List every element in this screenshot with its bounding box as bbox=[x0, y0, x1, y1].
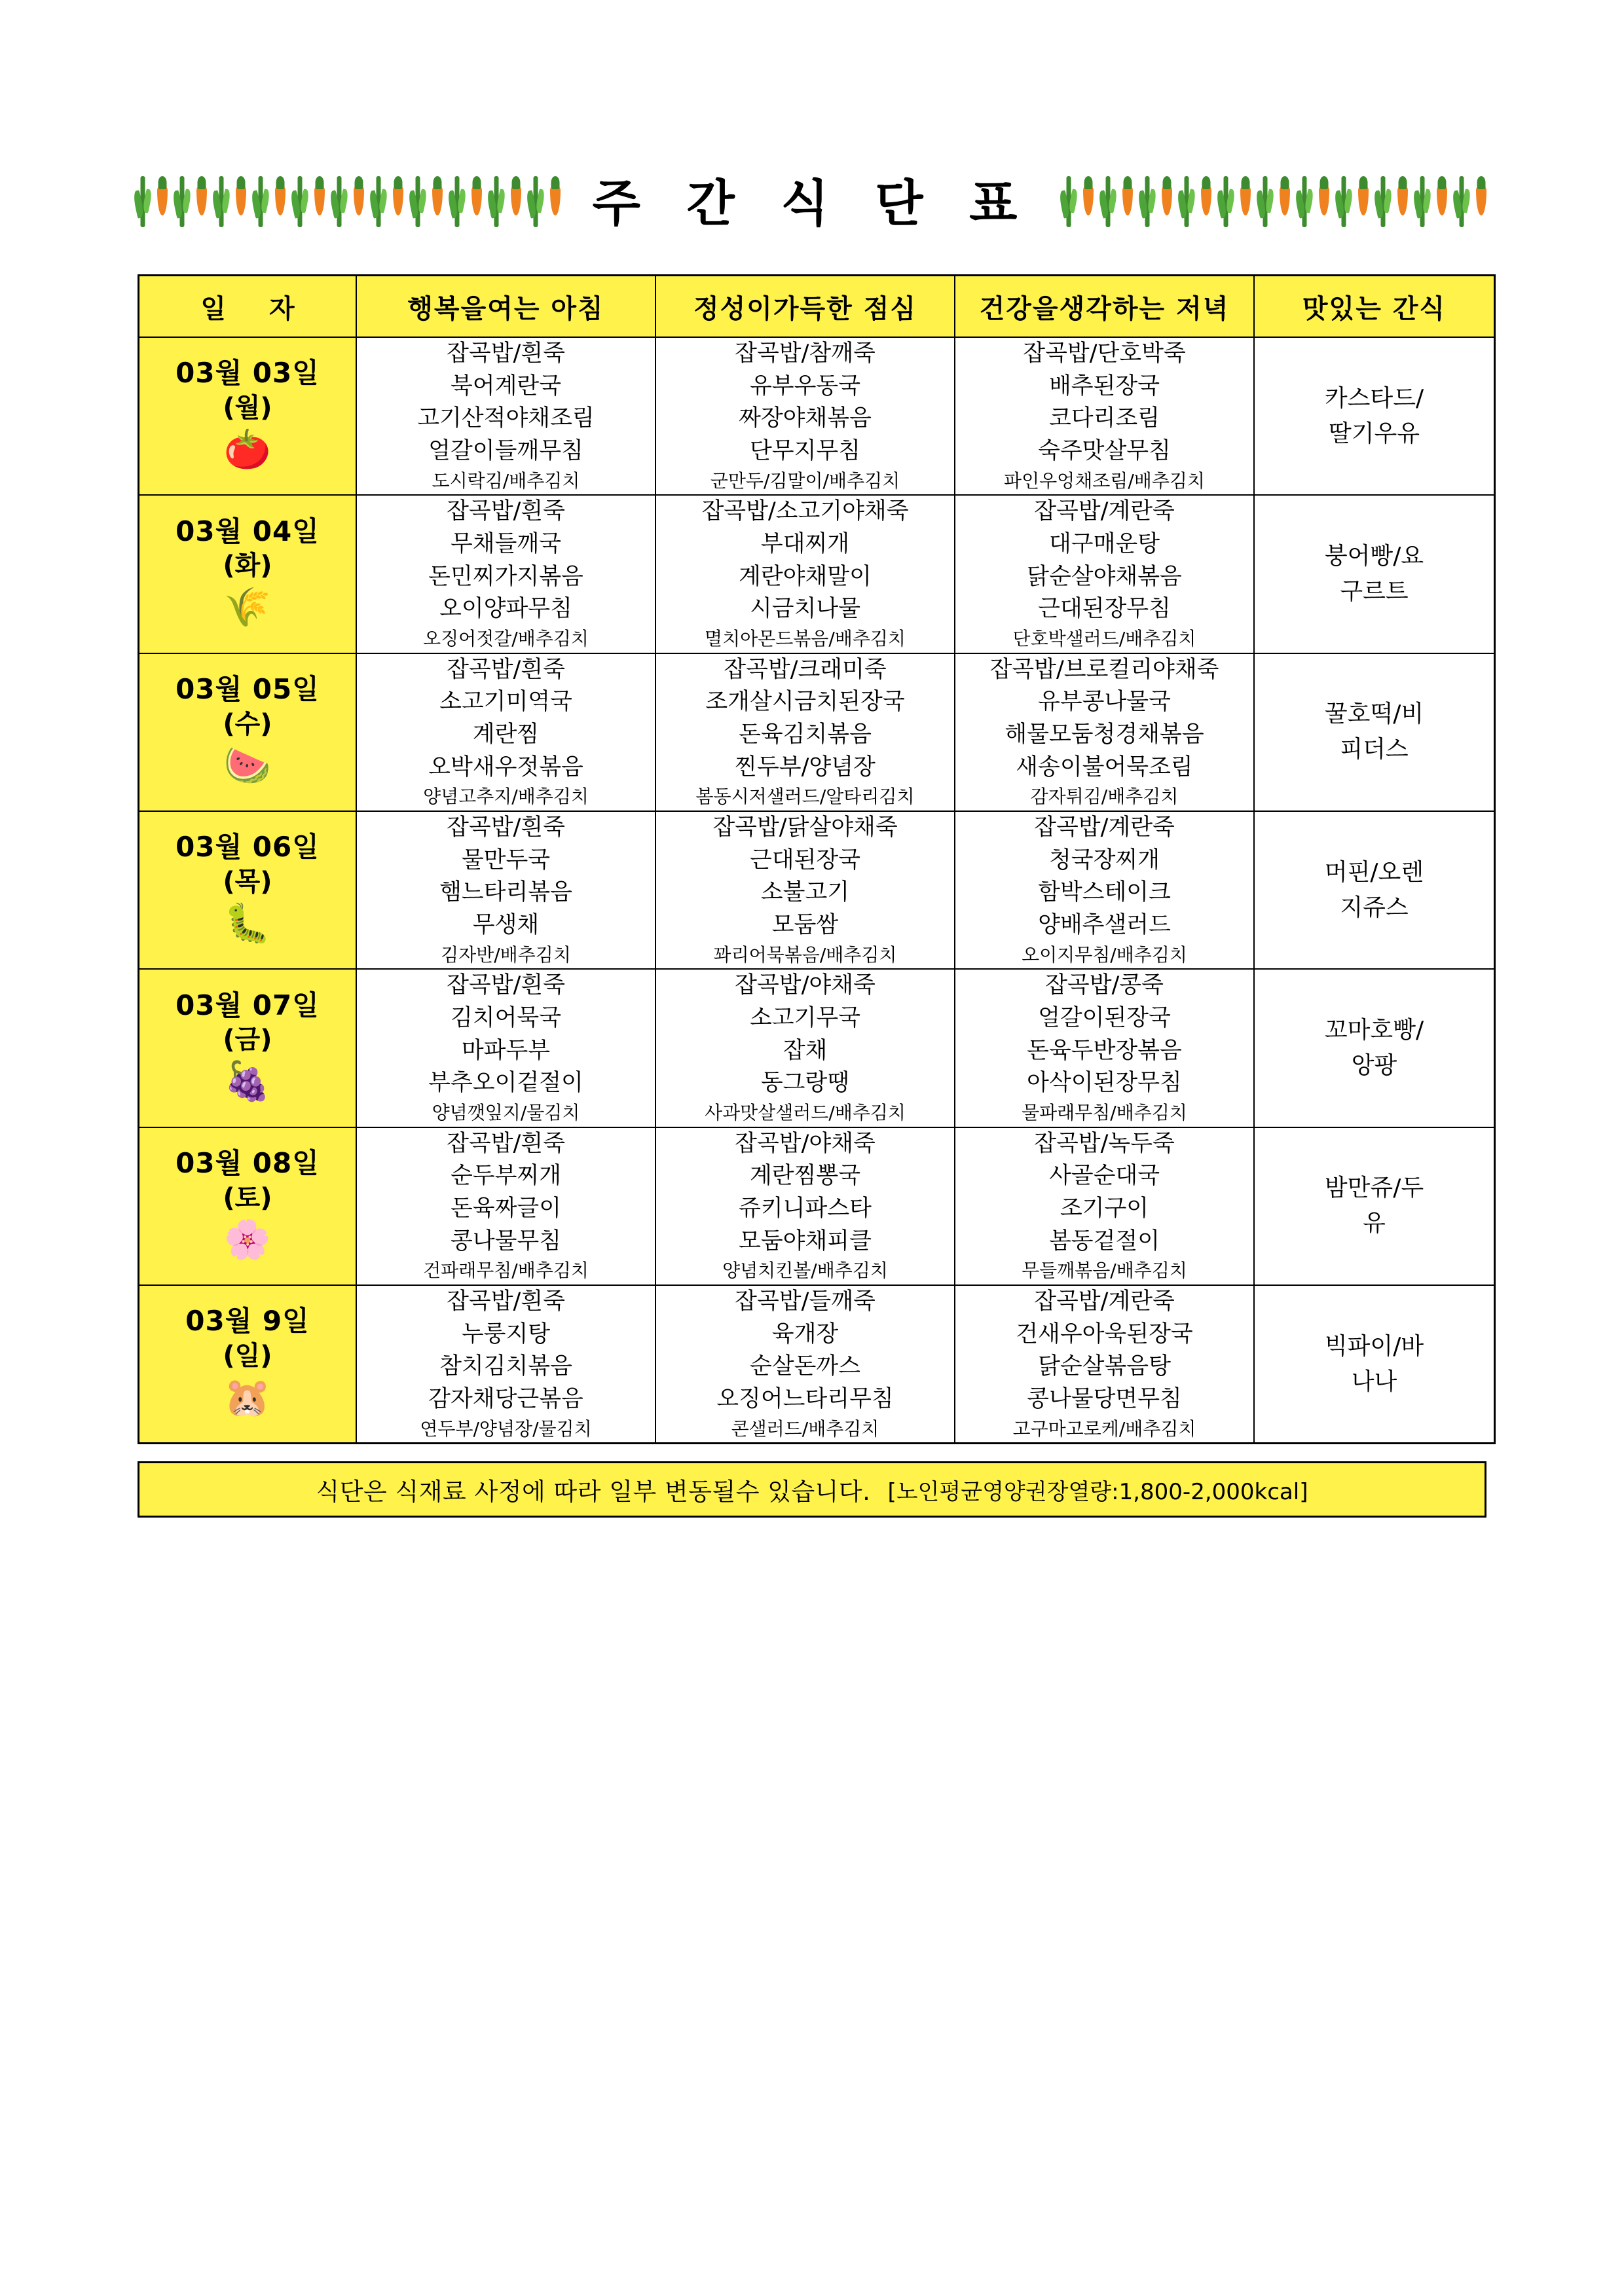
menu-item: 부대찌개 bbox=[760, 531, 850, 558]
menu-side-item: 양념고추지/배추김치 bbox=[423, 786, 589, 808]
menu-item: 돈육두반장볶음 bbox=[1027, 1037, 1182, 1064]
column-header-snack: 맛있는 간식 bbox=[1254, 276, 1495, 338]
menu-item: 단무지무침 bbox=[749, 438, 861, 465]
menu-item: 계란야채말이 bbox=[739, 563, 872, 590]
date-text: 03월 9일 bbox=[185, 1305, 310, 1338]
date-text: 03월 08일 bbox=[175, 1147, 320, 1180]
menu-item: 조개살시금치된장국 bbox=[705, 689, 905, 716]
leaf-icon bbox=[527, 175, 544, 227]
menu-item: 돈육짜글이 bbox=[450, 1195, 562, 1222]
menu-side-item: 도시락김/배추김치 bbox=[432, 469, 580, 492]
menu-item: 동그랑땡 bbox=[760, 1070, 850, 1097]
table-row bbox=[139, 811, 1495, 969]
carrot-icon bbox=[311, 175, 328, 227]
menu-item: 잡곡밥/단호박죽 bbox=[1023, 340, 1186, 367]
menu-side-item: 김자반/배추김치 bbox=[441, 943, 571, 966]
menu-side-item: 군만두/김말이/배추김치 bbox=[710, 469, 900, 492]
carrot-icon bbox=[232, 175, 249, 227]
table-body bbox=[139, 337, 1495, 1444]
carrot-icon bbox=[350, 175, 367, 227]
snack-item: 머핀/오렌 bbox=[1324, 858, 1424, 886]
menu-item: 아삭이된장무침 bbox=[1027, 1070, 1182, 1097]
menu-item: 근대된장무침 bbox=[1038, 596, 1171, 623]
carrot-icon bbox=[1119, 175, 1136, 227]
carrot-icon bbox=[1198, 175, 1215, 227]
carrot-icon bbox=[272, 175, 289, 227]
menu-item: 모둠쌈 bbox=[771, 912, 839, 939]
menu-item: 잡곡밥/계란죽 bbox=[1034, 1288, 1175, 1315]
breakfast-cell bbox=[356, 495, 655, 653]
carrot-icon bbox=[154, 175, 171, 227]
snack-item: 구르트 bbox=[1340, 578, 1409, 606]
menu-item: 고기산적야채조림 bbox=[417, 405, 595, 432]
date-cell bbox=[139, 969, 357, 1127]
table-row bbox=[139, 1285, 1495, 1444]
leaf-icon bbox=[252, 175, 269, 227]
menu-item: 잡곡밥/흰죽 bbox=[447, 1288, 565, 1315]
menu-side-item: 물파래무침/배추김치 bbox=[1022, 1102, 1187, 1124]
menu-item: 잡채 bbox=[783, 1037, 828, 1064]
date-text: 03월 07일 bbox=[175, 989, 320, 1021]
leaf-icon bbox=[1257, 175, 1274, 227]
page-header bbox=[138, 164, 1486, 235]
dinner-cell bbox=[955, 1127, 1254, 1285]
carrot-icon bbox=[1316, 175, 1333, 227]
menu-item: 잡곡밥/흰죽 bbox=[447, 972, 565, 999]
lunch-cell bbox=[655, 1285, 955, 1444]
snack-item: 딸기우유 bbox=[1328, 420, 1420, 447]
vegetable-border-left-icon bbox=[134, 172, 564, 227]
menu-item: 소고기미역국 bbox=[439, 689, 572, 716]
date-text: 03월 04일 bbox=[175, 515, 320, 547]
leaf-icon bbox=[1335, 175, 1352, 227]
menu-side-item: 연두부/양념장/물김치 bbox=[420, 1417, 592, 1440]
menu-side-item: 단호박샐러드/배추김치 bbox=[1012, 628, 1196, 650]
menu-item: 돈민찌가지볶음 bbox=[428, 563, 583, 590]
leaf-icon bbox=[370, 175, 387, 227]
menu-item: 순두부찌개 bbox=[450, 1163, 562, 1190]
menu-item: 새송이불어묵조림 bbox=[1016, 754, 1193, 780]
lunch-cell bbox=[655, 337, 955, 495]
menu-item: 쥬키니파스타 bbox=[739, 1195, 872, 1222]
day-of-week-text: (화) bbox=[223, 551, 272, 581]
leaf-icon bbox=[1099, 175, 1116, 227]
day-of-week-text: (월) bbox=[223, 392, 272, 423]
menu-item: 봄동겉절이 bbox=[1048, 1228, 1160, 1254]
date-cell bbox=[139, 495, 357, 653]
menu-item: 시금치나물 bbox=[749, 596, 861, 623]
snack-item: 꼬마호빵/ bbox=[1324, 1017, 1424, 1044]
snack-cell bbox=[1254, 495, 1495, 653]
menu-item: 조기구이 bbox=[1060, 1195, 1149, 1222]
menu-item: 소불고기 bbox=[760, 879, 850, 906]
dinner-cell bbox=[955, 337, 1254, 495]
day-of-week-text: (토) bbox=[223, 1182, 272, 1213]
menu-item: 배추된장국 bbox=[1048, 373, 1160, 399]
menu-item: 잡곡밥/크래미죽 bbox=[724, 656, 887, 683]
menu-item: 건새우아욱된장국 bbox=[1016, 1321, 1193, 1347]
date-text: 03월 06일 bbox=[175, 831, 320, 864]
leaf-icon bbox=[213, 175, 230, 227]
snack-cell bbox=[1254, 1127, 1495, 1285]
sprout-icon: 🌾 bbox=[223, 586, 272, 629]
dinner-cell bbox=[955, 811, 1254, 969]
breakfast-cell bbox=[356, 1285, 655, 1444]
menu-item: 오징어느타리무침 bbox=[716, 1386, 894, 1413]
snack-item: 밤만쥬/두 bbox=[1324, 1175, 1424, 1202]
breakfast-cell bbox=[356, 969, 655, 1127]
menu-item: 잡곡밥/흰죽 bbox=[447, 498, 565, 525]
snack-item: 피더스 bbox=[1340, 736, 1409, 763]
menu-item: 잡곡밥/흰죽 bbox=[447, 814, 565, 841]
menu-item: 잡곡밥/콩죽 bbox=[1045, 972, 1164, 999]
carrot-icon bbox=[547, 175, 564, 227]
menu-item: 물만두국 bbox=[461, 847, 551, 873]
carrot-icon bbox=[1394, 175, 1411, 227]
menu-item: 닭순살야채볶음 bbox=[1027, 563, 1182, 590]
breakfast-cell bbox=[356, 653, 655, 811]
table-header-row bbox=[139, 276, 1495, 338]
leaf-icon bbox=[1060, 175, 1077, 227]
menu-item: 부추오이겉절이 bbox=[428, 1070, 583, 1097]
menu-item: 잡곡밥/계란죽 bbox=[1034, 814, 1175, 841]
menu-side-item: 양념깻잎지/물김치 bbox=[432, 1102, 580, 1124]
leaf-icon bbox=[1375, 175, 1392, 227]
carrot-icon bbox=[1276, 175, 1293, 227]
menu-side-item: 오징어젓갈/배추김치 bbox=[423, 628, 589, 650]
menu-side-item: 사과맛살샐러드/배추김치 bbox=[705, 1102, 906, 1124]
menu-item: 잡곡밥/흰죽 bbox=[447, 340, 565, 367]
grapes-icon: 🍇 bbox=[223, 1060, 272, 1103]
menu-item: 모둠야채피클 bbox=[739, 1228, 872, 1254]
carrot-icon bbox=[1237, 175, 1254, 227]
date-cell bbox=[139, 1127, 357, 1285]
column-header-breakfast: 행복을여는 아침 bbox=[356, 276, 655, 338]
table-row bbox=[139, 337, 1495, 495]
table-header bbox=[139, 276, 1495, 338]
leaf-icon bbox=[1414, 175, 1431, 227]
menu-item: 북어계란국 bbox=[450, 373, 562, 399]
menu-item: 짜장야채볶음 bbox=[739, 405, 872, 432]
snack-cell bbox=[1254, 1285, 1495, 1444]
footer-kcal-text: [노인평균영양권장열량:1,800-2,000kcal] bbox=[887, 1478, 1308, 1505]
table-row bbox=[139, 653, 1495, 811]
menu-item: 오이양파무침 bbox=[439, 596, 572, 623]
menu-item: 근대된장국 bbox=[749, 847, 861, 873]
menu-item: 누룽지탕 bbox=[461, 1321, 551, 1347]
menu-item: 마파두부 bbox=[461, 1037, 551, 1064]
column-header-lunch: 정성이가득한 점심 bbox=[655, 276, 955, 338]
menu-item: 오박새우젓볶음 bbox=[428, 754, 583, 780]
snack-cell bbox=[1254, 337, 1495, 495]
menu-item: 잡곡밥/계란죽 bbox=[1034, 498, 1175, 525]
carrot-icon bbox=[390, 175, 407, 227]
menu-item: 잡곡밥/녹두죽 bbox=[1034, 1130, 1175, 1157]
menu-side-item: 무들깨볶음/배추김치 bbox=[1022, 1260, 1187, 1282]
menu-item: 코다리조림 bbox=[1048, 405, 1160, 432]
table-row bbox=[139, 1127, 1495, 1285]
snack-item: 빅파이/바 bbox=[1324, 1332, 1424, 1360]
lunch-cell bbox=[655, 1127, 955, 1285]
column-header-dinner: 건강을생각하는 저녁 bbox=[955, 276, 1254, 338]
leaf-icon bbox=[1453, 175, 1470, 227]
leaf-icon bbox=[134, 175, 151, 227]
date-text: 03월 05일 bbox=[175, 673, 320, 706]
day-of-week-text: (목) bbox=[223, 866, 272, 897]
menu-side-item: 봄동시저샐러드/알타리김치 bbox=[695, 786, 915, 808]
menu-item: 계란찜뽕국 bbox=[749, 1163, 861, 1190]
menu-item: 무채들깨국 bbox=[450, 531, 562, 558]
menu-item: 얼갈이된장국 bbox=[1038, 1005, 1171, 1032]
menu-side-item: 멸치아몬드볶음/배추김치 bbox=[705, 628, 906, 650]
leaf-icon bbox=[291, 175, 308, 227]
lunch-cell bbox=[655, 653, 955, 811]
leaf-icon bbox=[409, 175, 426, 227]
snack-item: 꿀호떡/비 bbox=[1324, 701, 1424, 728]
carrot-icon bbox=[507, 175, 525, 227]
caterpillar-icon: 🐛 bbox=[223, 902, 272, 945]
menu-item: 콩나물무침 bbox=[450, 1228, 562, 1254]
lunch-cell bbox=[655, 495, 955, 653]
menu-item: 유부우동국 bbox=[749, 373, 861, 399]
menu-item: 잡곡밥/흰죽 bbox=[447, 656, 565, 683]
menu-item: 잡곡밥/소고기야채죽 bbox=[701, 498, 909, 525]
menu-item: 육개장 bbox=[771, 1321, 839, 1347]
breakfast-cell bbox=[356, 811, 655, 969]
menu-item: 햄느타리볶음 bbox=[439, 879, 572, 906]
menu-item: 얼갈이들깨무침 bbox=[428, 438, 583, 465]
menu-item: 계란찜 bbox=[472, 721, 540, 748]
weekly-menu-table bbox=[138, 274, 1496, 1444]
menu-side-item: 건파래무침/배추김치 bbox=[423, 1260, 589, 1282]
table-row bbox=[139, 969, 1495, 1127]
snack-item: 유 bbox=[1363, 1210, 1386, 1237]
date-cell bbox=[139, 1285, 357, 1444]
carrot-icon bbox=[1158, 175, 1175, 227]
menu-item: 참치김치볶음 bbox=[439, 1353, 572, 1380]
carrot-icon bbox=[1080, 175, 1097, 227]
watermelon-icon: 🍉 bbox=[223, 744, 272, 787]
snack-item: 나나 bbox=[1351, 1368, 1397, 1395]
leaf-icon bbox=[488, 175, 505, 227]
table-row bbox=[139, 495, 1495, 653]
menu-side-item: 고구마고로케/배추김치 bbox=[1012, 1417, 1196, 1440]
breakfast-cell bbox=[356, 1127, 655, 1285]
day-of-week-text: (금) bbox=[223, 1025, 272, 1055]
dinner-cell bbox=[955, 969, 1254, 1127]
menu-footer-note bbox=[138, 1461, 1486, 1518]
snack-cell bbox=[1254, 653, 1495, 811]
leaf-icon bbox=[1178, 175, 1195, 227]
snack-item: 붕어빵/요 bbox=[1324, 543, 1424, 570]
dinner-cell bbox=[955, 495, 1254, 653]
column-header-date: 일 자 bbox=[139, 276, 357, 338]
menu-item: 잡곡밥/흰죽 bbox=[447, 1130, 565, 1157]
menu-item: 대구매운탕 bbox=[1048, 531, 1160, 558]
lunch-cell bbox=[655, 969, 955, 1127]
menu-item: 닭순살볶음탕 bbox=[1038, 1353, 1171, 1380]
menu-item: 잡곡밥/참깨죽 bbox=[735, 340, 876, 367]
menu-side-item: 감자튀김/배추김치 bbox=[1030, 786, 1179, 808]
menu-item: 돈육김치볶음 bbox=[739, 721, 872, 748]
dinner-cell bbox=[955, 1285, 1254, 1444]
carrot-icon bbox=[1473, 175, 1490, 227]
date-cell bbox=[139, 337, 357, 495]
menu-item: 청국장찌개 bbox=[1048, 847, 1160, 873]
date-cell bbox=[139, 653, 357, 811]
menu-item: 해물모둠청경채볶음 bbox=[1005, 721, 1204, 748]
snack-item: 카스타드/ bbox=[1324, 384, 1424, 412]
menu-item: 사골순대국 bbox=[1048, 1163, 1160, 1190]
leaf-icon bbox=[449, 175, 466, 227]
tomato-icon: 🍅 bbox=[223, 428, 272, 471]
menu-item: 잡곡밥/야채죽 bbox=[735, 972, 876, 999]
menu-item: 순살돈까스 bbox=[749, 1353, 861, 1380]
breakfast-cell bbox=[356, 337, 655, 495]
snack-item: 지쥬스 bbox=[1340, 894, 1409, 921]
flower-icon: 🌸 bbox=[223, 1218, 272, 1261]
date-text: 03월 03일 bbox=[175, 357, 320, 390]
menu-item: 함박스테이크 bbox=[1038, 879, 1171, 906]
menu-item: 감자채당근볶음 bbox=[428, 1386, 583, 1413]
carrot-icon bbox=[429, 175, 446, 227]
carrot-icon bbox=[468, 175, 485, 227]
menu-item: 콩나물당면무침 bbox=[1027, 1386, 1182, 1413]
snack-item: 앙팡 bbox=[1351, 1052, 1397, 1080]
menu-side-item: 파인우엉채조림/배추김치 bbox=[1004, 469, 1205, 492]
leaf-icon bbox=[331, 175, 348, 227]
menu-item: 찐두부/양념장 bbox=[735, 754, 876, 780]
menu-side-item: 양념치킨볼/배추김치 bbox=[722, 1260, 888, 1282]
menu-side-item: 꽈리어묵볶음/배추김치 bbox=[713, 943, 897, 966]
leaf-icon bbox=[1139, 175, 1156, 227]
menu-item: 숙주맛살무침 bbox=[1038, 438, 1171, 465]
menu-item: 잡곡밥/닭살야채죽 bbox=[712, 814, 898, 841]
day-of-week-text: (일) bbox=[223, 1340, 272, 1371]
carrot-icon bbox=[1355, 175, 1372, 227]
carrot-icon bbox=[193, 175, 210, 227]
vegetable-border-right-icon bbox=[1060, 172, 1490, 227]
dinner-cell bbox=[955, 653, 1254, 811]
menu-item: 잡곡밥/브로컬리야채죽 bbox=[989, 656, 1219, 683]
carrot-icon bbox=[1433, 175, 1450, 227]
footer-note-text: 식단은 식재료 사정에 따라 일부 변동될수 있습니다. bbox=[316, 1478, 871, 1506]
date-cell bbox=[139, 811, 357, 969]
menu-item: 김치어묵국 bbox=[450, 1005, 562, 1032]
leaf-icon bbox=[1217, 175, 1234, 227]
menu-side-item: 오이지무침/배추김치 bbox=[1022, 943, 1187, 966]
menu-item: 무생채 bbox=[472, 912, 540, 939]
menu-item: 잡곡밥/들깨죽 bbox=[735, 1288, 876, 1315]
day-of-week-text: (수) bbox=[223, 708, 272, 739]
menu-item: 소고기무국 bbox=[749, 1005, 861, 1032]
leaf-icon bbox=[1296, 175, 1313, 227]
snack-cell bbox=[1254, 811, 1495, 969]
leaf-icon bbox=[174, 175, 191, 227]
menu-item: 양배추샐러드 bbox=[1038, 912, 1171, 939]
menu-item: 잡곡밥/야채죽 bbox=[735, 1130, 876, 1157]
menu-item: 유부콩나물국 bbox=[1038, 689, 1171, 716]
snack-cell bbox=[1254, 969, 1495, 1127]
menu-side-item: 콘샐러드/배추김치 bbox=[731, 1417, 879, 1440]
hamster-icon: 🐹 bbox=[223, 1376, 272, 1419]
lunch-cell bbox=[655, 811, 955, 969]
page-title: 주 간 식 단 표 bbox=[592, 174, 1032, 232]
